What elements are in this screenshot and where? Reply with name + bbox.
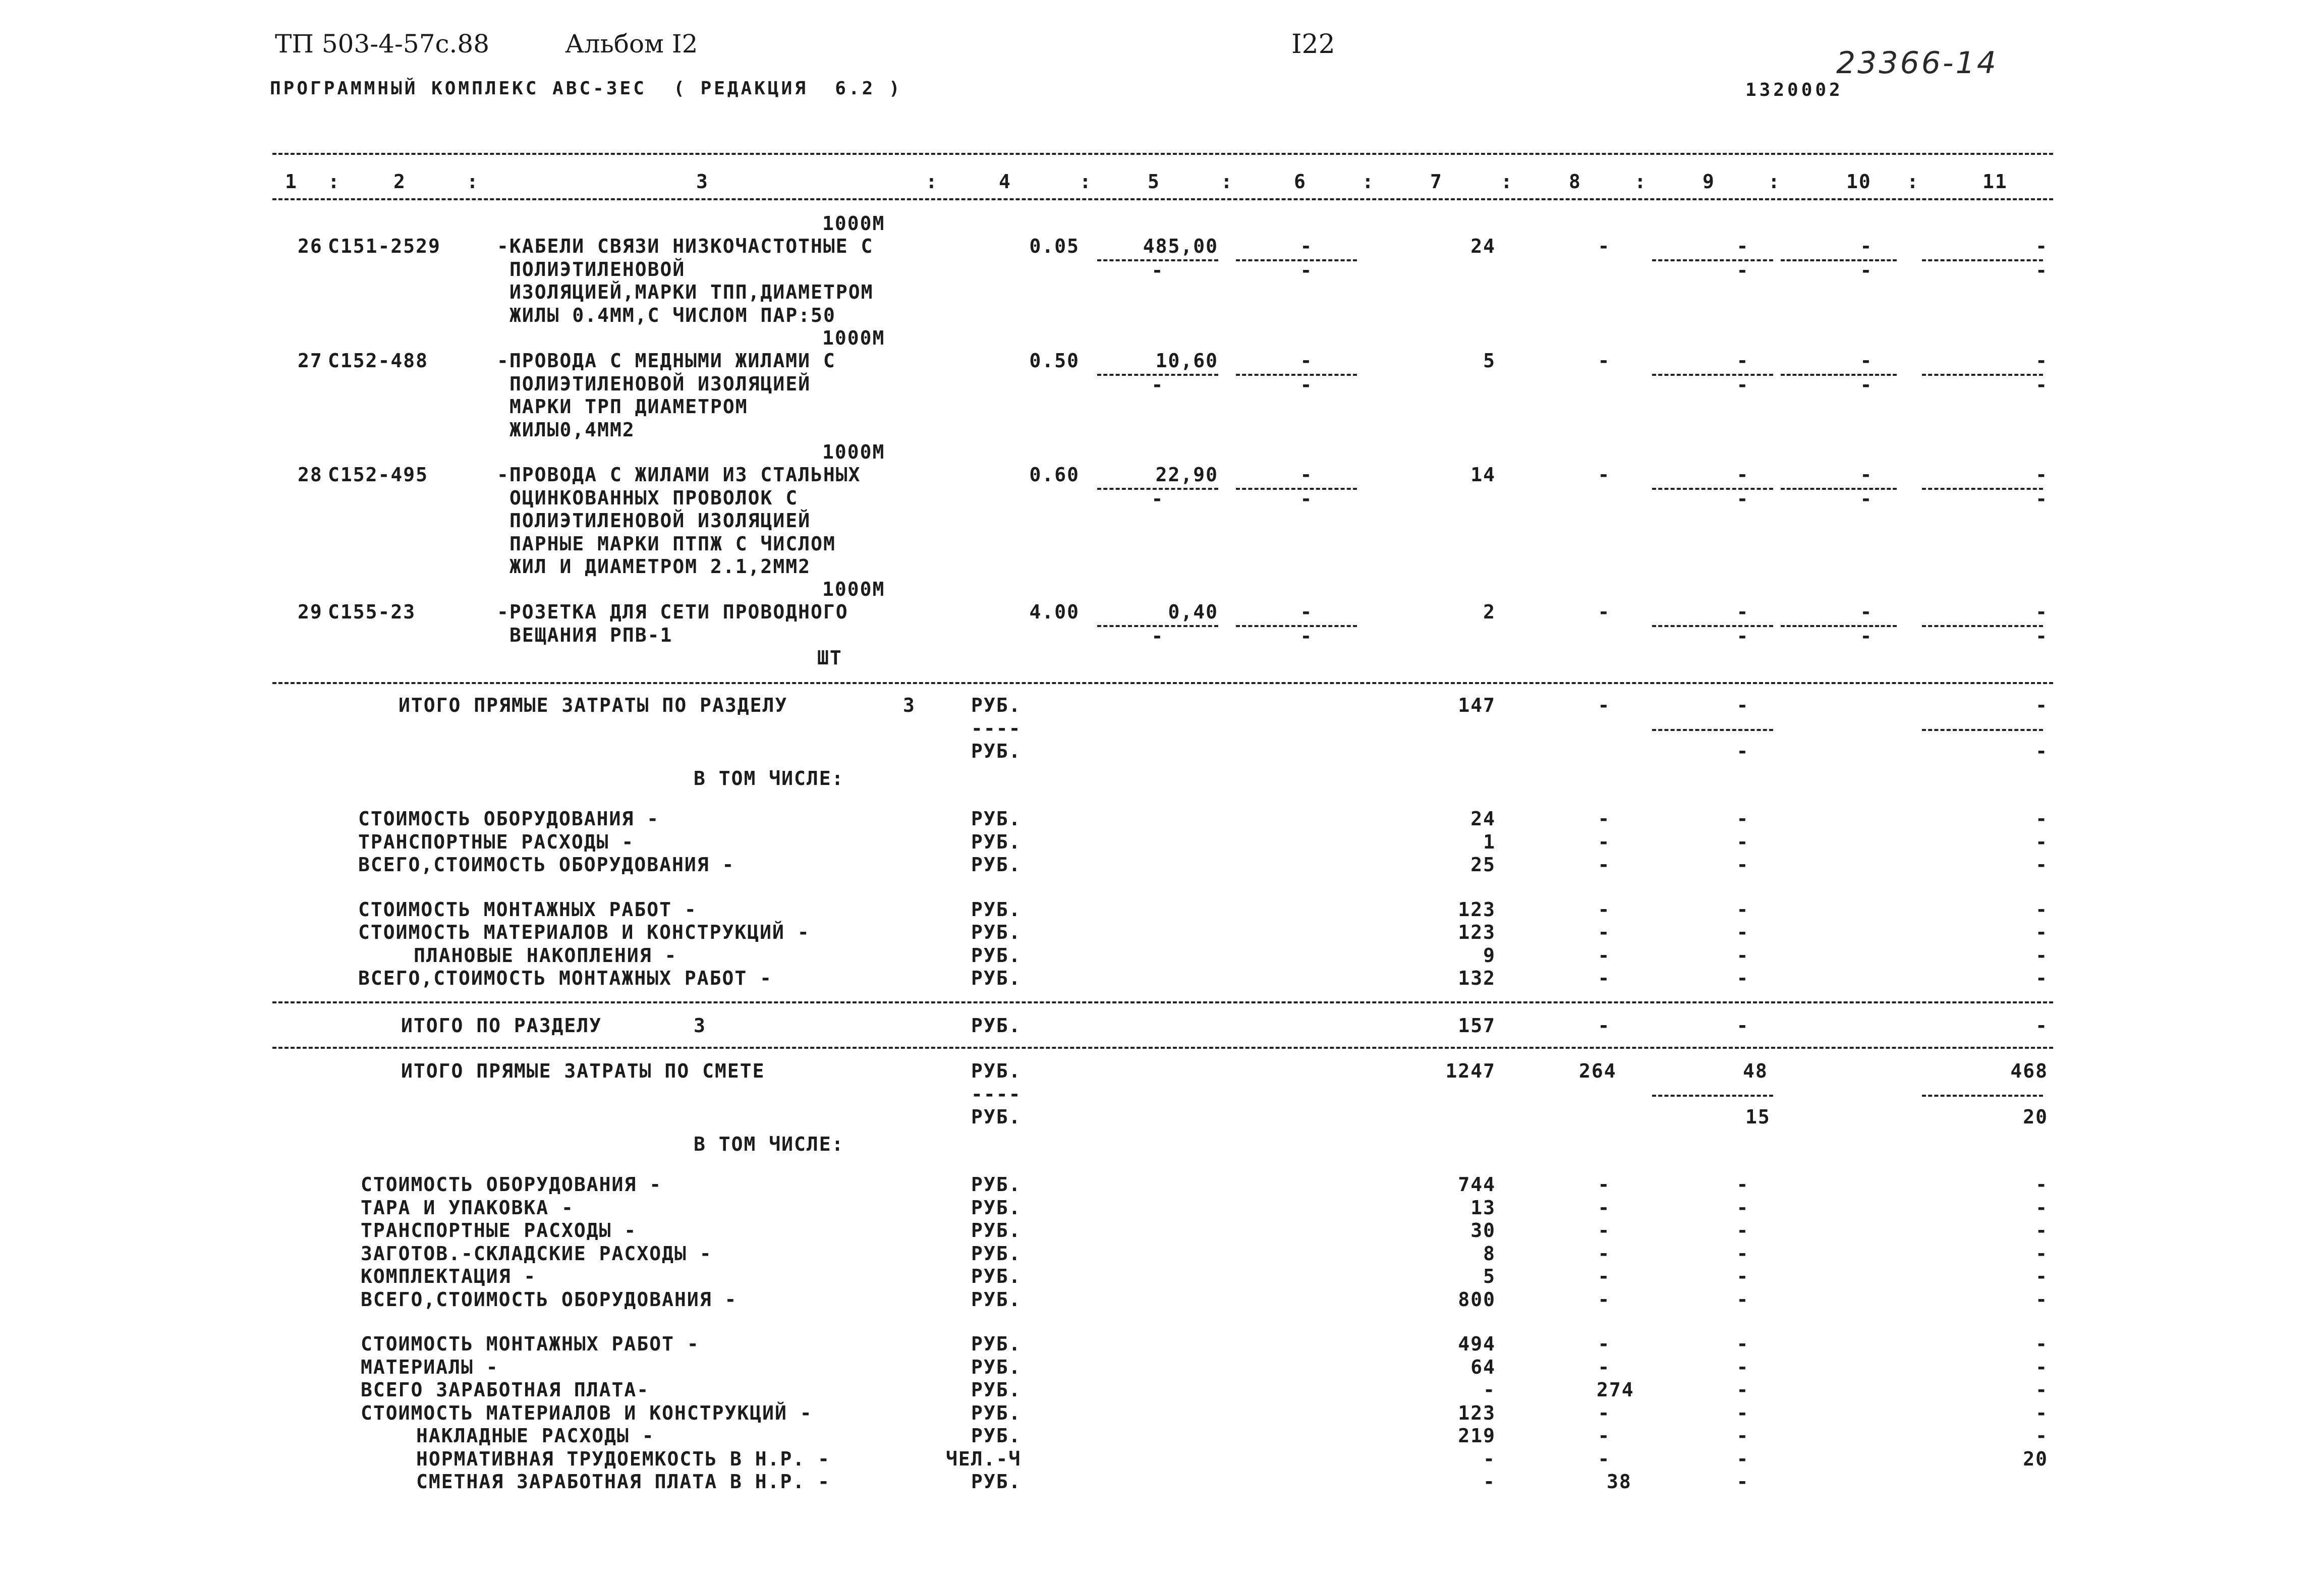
section-total-col11: -	[2035, 694, 2048, 716]
doc-code: ТП 503-4-57с.88	[275, 29, 490, 59]
section-sum-col11: -	[2035, 1014, 2048, 1037]
item-description-line: -ПРОВОДА С ЖИЛАМИ ИЗ СТАЛЬНЫХ	[497, 464, 861, 486]
breakdown-label: КОМПЛЕКТАЦИЯ -	[361, 1265, 537, 1287]
cell-sub-rule	[1922, 1095, 2043, 1097]
breakdown-col8: -	[1598, 1196, 1611, 1219]
column-header-7: :	[1080, 171, 1092, 193]
section-rule	[272, 1001, 2053, 1003]
breakdown-col7: 5	[1483, 1265, 1496, 1287]
unit-label: РУБ.	[971, 1265, 1022, 1287]
unit-label: РУБ.	[971, 1288, 1022, 1311]
item-sub-col9: -	[1736, 259, 1749, 281]
breakdown-label: ВСЕГО,СТОИМОСТЬ МОНТАЖНЫХ РАБОТ -	[358, 967, 772, 990]
item-sub-col11: -	[2035, 259, 2048, 281]
breakdown-col8: -	[1598, 1425, 1611, 1447]
item-quantity: 4.00	[1029, 601, 1080, 623]
unit-label: РУБ.	[971, 944, 1022, 967]
item-col9: -	[1736, 235, 1749, 257]
column-header-20: 11	[1982, 171, 2008, 193]
column-header-18: 10	[1846, 171, 1872, 193]
column-header-17: :	[1768, 171, 1781, 193]
breakdown-col11: -	[2035, 1401, 2048, 1424]
breakdown-col9: -	[1736, 830, 1749, 853]
unit-label: РУБ.	[971, 1219, 1022, 1242]
breakdown-col11: -	[2035, 1173, 2048, 1196]
breakdown-col11: -	[2035, 1288, 2048, 1311]
item-col11: -	[2035, 601, 2048, 623]
estimate-total-col7: 1247	[1445, 1060, 1496, 1082]
breakdown-col8: -	[1598, 944, 1611, 967]
section-total-col7: 147	[1458, 694, 1496, 716]
estimate-total-col8: 264	[1579, 1060, 1617, 1082]
item-unit-price: 22,90	[1155, 464, 1218, 486]
item-col7-total: 24	[1470, 235, 1496, 257]
item-code: С155-23	[328, 601, 416, 623]
item-number: 29	[298, 601, 323, 623]
breakdown-col8: -	[1598, 1356, 1611, 1378]
breakdown-label: НАКЛАДНЫЕ РАСХОДЫ -	[416, 1425, 655, 1447]
item-sub-col10: -	[1860, 487, 1873, 510]
breakdown-col9: -	[1736, 1196, 1749, 1219]
item-col9: -	[1736, 350, 1749, 372]
section-sum-col7: 157	[1458, 1014, 1496, 1037]
breakdown-label: СТОИМОСТЬ МАТЕРИАЛОВ И КОНСТРУКЦИЙ -	[358, 921, 810, 944]
unit-label: РУБ.	[971, 1014, 1022, 1037]
breakdown-col8: -	[1598, 1288, 1611, 1311]
header-bottom-rule	[272, 198, 2053, 200]
item-col10: -	[1860, 350, 1873, 372]
item-unit-below: ШТ	[817, 647, 842, 669]
item-col10: -	[1860, 464, 1873, 486]
item-unit: 1000М	[822, 327, 885, 349]
breakdown-col9: -	[1736, 1379, 1749, 1401]
unit-dash: ----	[971, 717, 1022, 740]
item-number: 27	[298, 350, 323, 372]
unit-label: РУБ.	[971, 1173, 1022, 1196]
doc-number: 1320002	[1745, 80, 1843, 100]
cell-sub-rule	[1652, 729, 1773, 731]
breakdown-col11: -	[2035, 1356, 2048, 1378]
breakdown-col9: -	[1736, 1219, 1749, 1242]
item-col6: -	[1300, 350, 1313, 372]
breakdown-col8: -	[1598, 808, 1611, 830]
breakdown-label: МАТЕРИАЛЫ -	[361, 1356, 499, 1378]
breakdown-label: ТАРА И УПАКОВКА -	[361, 1196, 574, 1219]
unit-label: РУБ.	[971, 854, 1022, 876]
item-description-line: ПОЛИЭТИЛЕНОВОЙ ИЗОЛЯЦИЕЙ	[509, 510, 811, 532]
section-total-col9: -	[1736, 694, 1749, 716]
item-sub-col6: -	[1300, 487, 1313, 510]
including-label: В ТОМ ЧИСЛЕ:	[694, 1133, 844, 1155]
item-sub-col5: -	[1151, 487, 1164, 510]
breakdown-col11: 20	[2023, 1447, 2048, 1470]
breakdown-col7: 24	[1470, 808, 1496, 830]
breakdown-col8: 274	[1597, 1379, 1634, 1401]
breakdown-col9: -	[1736, 1447, 1749, 1470]
breakdown-col9: -	[1736, 1333, 1749, 1356]
column-header-13: :	[1501, 171, 1513, 193]
breakdown-col8: 38	[1607, 1471, 1632, 1493]
item-col7-total: 14	[1470, 464, 1496, 486]
column-header-6: 4	[999, 171, 1011, 193]
column-header-12: 7	[1430, 171, 1443, 193]
breakdown-col9: -	[1736, 1173, 1749, 1196]
section-sum-col8: -	[1598, 1014, 1611, 1037]
item-sub-col9: -	[1736, 625, 1749, 647]
item-col8: -	[1598, 350, 1611, 372]
item-col8: -	[1598, 235, 1611, 257]
estimate-total-col9: 48	[1743, 1060, 1768, 1082]
column-header-8: 5	[1148, 171, 1160, 193]
unit-label: РУБ.	[971, 1333, 1022, 1356]
column-header-14: 8	[1569, 171, 1581, 193]
column-header-1: :	[328, 171, 341, 193]
table-top-rule	[272, 153, 2053, 155]
item-description-line: -КАБЕЛИ СВЯЗИ НИЗКОЧАСТОТНЫЕ С	[497, 235, 874, 257]
breakdown-col11: -	[2035, 808, 2048, 830]
item-description-line: ЖИЛ И ДИАМЕТРОМ 2.1,2ММ2	[509, 555, 811, 578]
album-label: Альбом I2	[565, 29, 698, 59]
item-quantity: 0.60	[1029, 464, 1080, 486]
breakdown-col11: -	[2035, 1196, 2048, 1219]
item-unit: 1000М	[822, 578, 885, 600]
breakdown-col9: -	[1736, 854, 1749, 876]
item-sub-col5: -	[1151, 259, 1164, 281]
unit-label: РУБ.	[971, 1425, 1022, 1447]
breakdown-label: СТОИМОСТЬ МОНТАЖНЫХ РАБОТ -	[361, 1333, 700, 1356]
item-description-line: ЖИЛЫ 0.4ММ,С ЧИСЛОМ ПАР:50	[509, 304, 836, 326]
item-sub-col5: -	[1151, 625, 1164, 647]
item-quantity: 0.50	[1029, 350, 1080, 372]
breakdown-col9: -	[1736, 1242, 1749, 1265]
breakdown-col7: 123	[1458, 921, 1496, 944]
breakdown-col9: -	[1736, 1356, 1749, 1378]
estimate-total-col11: 468	[2010, 1060, 2048, 1082]
breakdown-col11: -	[2035, 921, 2048, 944]
breakdown-col8: -	[1598, 1447, 1611, 1470]
item-description-line: ПОЛИЭТИЛЕНОВОЙ	[509, 258, 686, 280]
breakdown-col11: -	[2035, 1333, 2048, 1356]
unit-label: РУБ.	[971, 1379, 1022, 1401]
breakdown-label: ВСЕГО ЗАРАБОТНАЯ ПЛАТА-	[361, 1379, 650, 1401]
unit-label: РУБ.	[971, 967, 1022, 990]
item-col6: -	[1300, 601, 1313, 623]
item-code: С152-488	[328, 350, 429, 372]
items-bottom-rule	[272, 682, 2053, 684]
item-sub-col9: -	[1736, 373, 1749, 396]
item-col11: -	[2035, 464, 2048, 486]
column-header-11: :	[1362, 171, 1375, 193]
item-unit-price: 0,40	[1168, 601, 1218, 623]
breakdown-col8: -	[1598, 1265, 1611, 1287]
item-number: 26	[298, 235, 323, 257]
item-description-line: ВЕЩАНИЯ РПВ-1	[509, 624, 673, 646]
breakdown-col7: 123	[1458, 1401, 1496, 1424]
column-header-15: :	[1634, 171, 1647, 193]
breakdown-col7: 800	[1458, 1288, 1496, 1311]
item-col6: -	[1300, 464, 1313, 486]
breakdown-col11: -	[2035, 898, 2048, 921]
breakdown-label: СМЕТНАЯ ЗАРАБОТНАЯ ПЛАТА В Н.Р. -	[416, 1471, 830, 1493]
breakdown-col9: -	[1736, 1425, 1749, 1447]
breakdown-label: ВСЕГО,СТОИМОСТЬ ОБОРУДОВАНИЯ -	[358, 854, 735, 876]
unit-label: ЧЕЛ.-Ч	[946, 1447, 1022, 1470]
unit-label: РУБ.	[971, 1060, 1022, 1082]
item-col6: -	[1300, 235, 1313, 257]
item-unit-price: 10,60	[1155, 350, 1218, 372]
column-header-16: 9	[1703, 171, 1715, 193]
item-code: С152-495	[328, 464, 429, 486]
breakdown-col7: 219	[1458, 1425, 1496, 1447]
breakdown-col9: -	[1736, 1401, 1749, 1424]
item-description-line: -ПРОВОДА С МЕДНЫМИ ЖИЛАМИ С	[497, 350, 836, 372]
breakdown-col9: -	[1736, 921, 1749, 944]
breakdown-col8: -	[1598, 1333, 1611, 1356]
item-sub-col10: -	[1860, 259, 1873, 281]
item-description-line: ЖИЛЫ0,4ММ2	[509, 418, 635, 441]
breakdown-col8: -	[1598, 967, 1611, 990]
item-col10: -	[1860, 235, 1873, 257]
breakdown-label: НОРМАТИВНАЯ ТРУДОЕМКОСТЬ В Н.Р. -	[416, 1447, 830, 1470]
column-header-5: :	[926, 171, 938, 193]
breakdown-label: ПЛАНОВЫЕ НАКОПЛЕНИЯ -	[414, 944, 677, 967]
breakdown-col7: 64	[1470, 1356, 1496, 1378]
section-sum-label: ИТОГО ПО РАЗДЕЛУ	[401, 1014, 602, 1037]
estimate-total-label: ИТОГО ПРЯМЫЕ ЗАТРАТЫ ПО СМЕТЕ	[401, 1060, 765, 1082]
section-sum-col9: -	[1736, 1014, 1749, 1037]
breakdown-col7: 132	[1458, 967, 1496, 990]
item-col8: -	[1598, 464, 1611, 486]
item-sub-col10: -	[1860, 625, 1873, 647]
breakdown-col8: -	[1598, 898, 1611, 921]
including-label: В ТОМ ЧИСЛЕ:	[694, 767, 844, 790]
breakdown-col11: -	[2035, 1425, 2048, 1447]
unit-label: РУБ.	[971, 898, 1022, 921]
item-col10: -	[1860, 601, 1873, 623]
item-description-line: -РОЗЕТКА ДЛЯ СЕТИ ПРОВОДНОГО	[497, 601, 848, 623]
breakdown-col8: -	[1598, 921, 1611, 944]
item-col8: -	[1598, 601, 1611, 623]
item-col7-total: 2	[1483, 601, 1496, 623]
breakdown-label: СТОИМОСТЬ МОНТАЖНЫХ РАБОТ -	[358, 898, 697, 921]
item-sub-col6: -	[1300, 373, 1313, 396]
breakdown-col7: 30	[1470, 1219, 1496, 1242]
item-sub-col11: -	[2035, 487, 2048, 510]
item-sub-col5: -	[1151, 373, 1164, 396]
unit-label: РУБ.	[971, 694, 1022, 716]
estimate-total-sub-col9: 15	[1745, 1106, 1771, 1128]
breakdown-col9: -	[1736, 1471, 1749, 1493]
breakdown-col11: -	[2035, 854, 2048, 876]
breakdown-col8: -	[1598, 830, 1611, 853]
item-sub-col11: -	[2035, 373, 2048, 396]
breakdown-col11: -	[2035, 1265, 2048, 1287]
breakdown-col7: 494	[1458, 1333, 1496, 1356]
breakdown-col8: -	[1598, 1242, 1611, 1265]
item-code: С151-2529	[328, 235, 441, 257]
breakdown-col11: -	[2035, 1242, 2048, 1265]
breakdown-col11: -	[2035, 1379, 2048, 1401]
item-sub-col11: -	[2035, 625, 2048, 647]
unit-label: РУБ.	[971, 1356, 1022, 1378]
breakdown-col7: 123	[1458, 898, 1496, 921]
breakdown-col8: -	[1598, 854, 1611, 876]
item-description-line: ПОЛИЭТИЛЕНОВОЙ ИЗОЛЯЦИЕЙ	[509, 372, 811, 395]
breakdown-col7: -	[1483, 1471, 1496, 1493]
unit-label: РУБ.	[971, 1242, 1022, 1265]
breakdown-col9: -	[1736, 944, 1749, 967]
item-sub-col6: -	[1300, 259, 1313, 281]
breakdown-col7: 13	[1470, 1196, 1496, 1219]
breakdown-col11: -	[2035, 830, 2048, 853]
item-col11: -	[2035, 235, 2048, 257]
section-total-sub-col11: -	[2035, 740, 2048, 762]
breakdown-label: ЗАГОТОВ.-СКЛАДСКИЕ РАСХОДЫ -	[361, 1242, 712, 1265]
unit-label: РУБ.	[971, 1196, 1022, 1219]
breakdown-label: СТОИМОСТЬ МАТЕРИАЛОВ И КОНСТРУКЦИЙ -	[361, 1401, 813, 1424]
breakdown-col8: -	[1598, 1401, 1611, 1424]
breakdown-label: ТРАНСПОРТНЫЕ РАСХОДЫ -	[361, 1219, 637, 1242]
column-header-0: 1	[285, 171, 298, 193]
unit-label: РУБ.	[971, 1471, 1022, 1493]
breakdown-col11: -	[2035, 944, 2048, 967]
breakdown-col7: 1	[1483, 830, 1496, 853]
unit-label: РУБ.	[971, 1401, 1022, 1424]
estimate-total-sub-col11: 20	[2023, 1106, 2048, 1128]
item-description-line: МАРКИ ТРП ДИАМЕТРОМ	[509, 396, 748, 418]
item-unit: 1000М	[822, 212, 885, 235]
breakdown-col7: -	[1483, 1447, 1496, 1470]
unit-label: РУБ.	[971, 1106, 1022, 1128]
breakdown-label: ВСЕГО,СТОИМОСТЬ ОБОРУДОВАНИЯ -	[361, 1288, 738, 1311]
unit-label: РУБ.	[971, 921, 1022, 944]
column-header-9: :	[1221, 171, 1233, 193]
column-header-3: :	[467, 171, 479, 193]
page-number: I22	[1291, 29, 1335, 60]
breakdown-col9: -	[1736, 808, 1749, 830]
item-number: 28	[298, 464, 323, 486]
cell-sub-rule	[1652, 1095, 1773, 1097]
item-unit: 1000М	[822, 441, 885, 463]
unit-label: РУБ.	[971, 808, 1022, 830]
item-sub-col9: -	[1736, 487, 1749, 510]
item-col9: -	[1736, 601, 1749, 623]
breakdown-col9: -	[1736, 1288, 1749, 1311]
item-col9: -	[1736, 464, 1749, 486]
item-col7-total: 5	[1483, 350, 1496, 372]
column-header-2: 2	[393, 171, 406, 193]
breakdown-label: ТРАНСПОРТНЫЕ РАСХОДЫ -	[358, 830, 635, 853]
section-number: 3	[903, 694, 916, 716]
breakdown-label: СТОИМОСТЬ ОБОРУДОВАНИЯ -	[358, 808, 660, 830]
section-total-label: ИТОГО ПРЯМЫЕ ЗАТРАТЫ ПО РАЗДЕЛУ	[399, 694, 788, 716]
cell-sub-rule	[1922, 729, 2043, 731]
column-header-19: :	[1907, 171, 1919, 193]
item-col11: -	[2035, 350, 2048, 372]
item-description-line: ИЗОЛЯЦИЕЙ,МАРКИ ТПП,ДИАМЕТРОМ	[509, 281, 874, 303]
breakdown-col11: -	[2035, 967, 2048, 990]
section-number: 3	[694, 1014, 706, 1037]
item-sub-col6: -	[1300, 625, 1313, 647]
breakdown-col9: -	[1736, 967, 1749, 990]
item-description-line: ОЦИНКОВАННЫХ ПРОВОЛОК С	[509, 486, 799, 509]
breakdown-col11: -	[2035, 1219, 2048, 1242]
item-sub-col10: -	[1860, 373, 1873, 396]
breakdown-col8: -	[1598, 1173, 1611, 1196]
unit-label: РУБ.	[971, 740, 1022, 762]
breakdown-col7: -	[1483, 1379, 1496, 1401]
column-header-4: 3	[696, 171, 709, 193]
breakdown-col8: -	[1598, 1219, 1611, 1242]
breakdown-col7: 9	[1483, 944, 1496, 967]
unit-dash: ----	[971, 1083, 1022, 1105]
section-total-col8: -	[1598, 694, 1611, 716]
breakdown-col9: -	[1736, 898, 1749, 921]
item-quantity: 0.05	[1029, 235, 1080, 257]
breakdown-col7: 8	[1483, 1242, 1496, 1265]
section-total-sub-col9: -	[1736, 740, 1749, 762]
breakdown-col9: -	[1736, 1265, 1749, 1287]
breakdown-label: СТОИМОСТЬ ОБОРУДОВАНИЯ -	[361, 1173, 662, 1196]
item-unit-price: 485,00	[1143, 235, 1218, 257]
unit-label: РУБ.	[971, 830, 1022, 853]
breakdown-col7: 744	[1458, 1173, 1496, 1196]
item-description-line: ПАРНЫЕ МАРКИ ПТПЖ С ЧИСЛОМ	[509, 532, 836, 555]
program-title: ПРОГРАММНЫЙ КОМПЛЕКС АВС-ЗЕС ( РЕДАКЦИЯ 6.2 )	[270, 78, 902, 99]
breakdown-col7: 25	[1470, 854, 1496, 876]
column-header-10: 6	[1294, 171, 1307, 193]
handwritten-number: 23366-14	[1836, 45, 1998, 81]
section-rule	[272, 1047, 2053, 1049]
